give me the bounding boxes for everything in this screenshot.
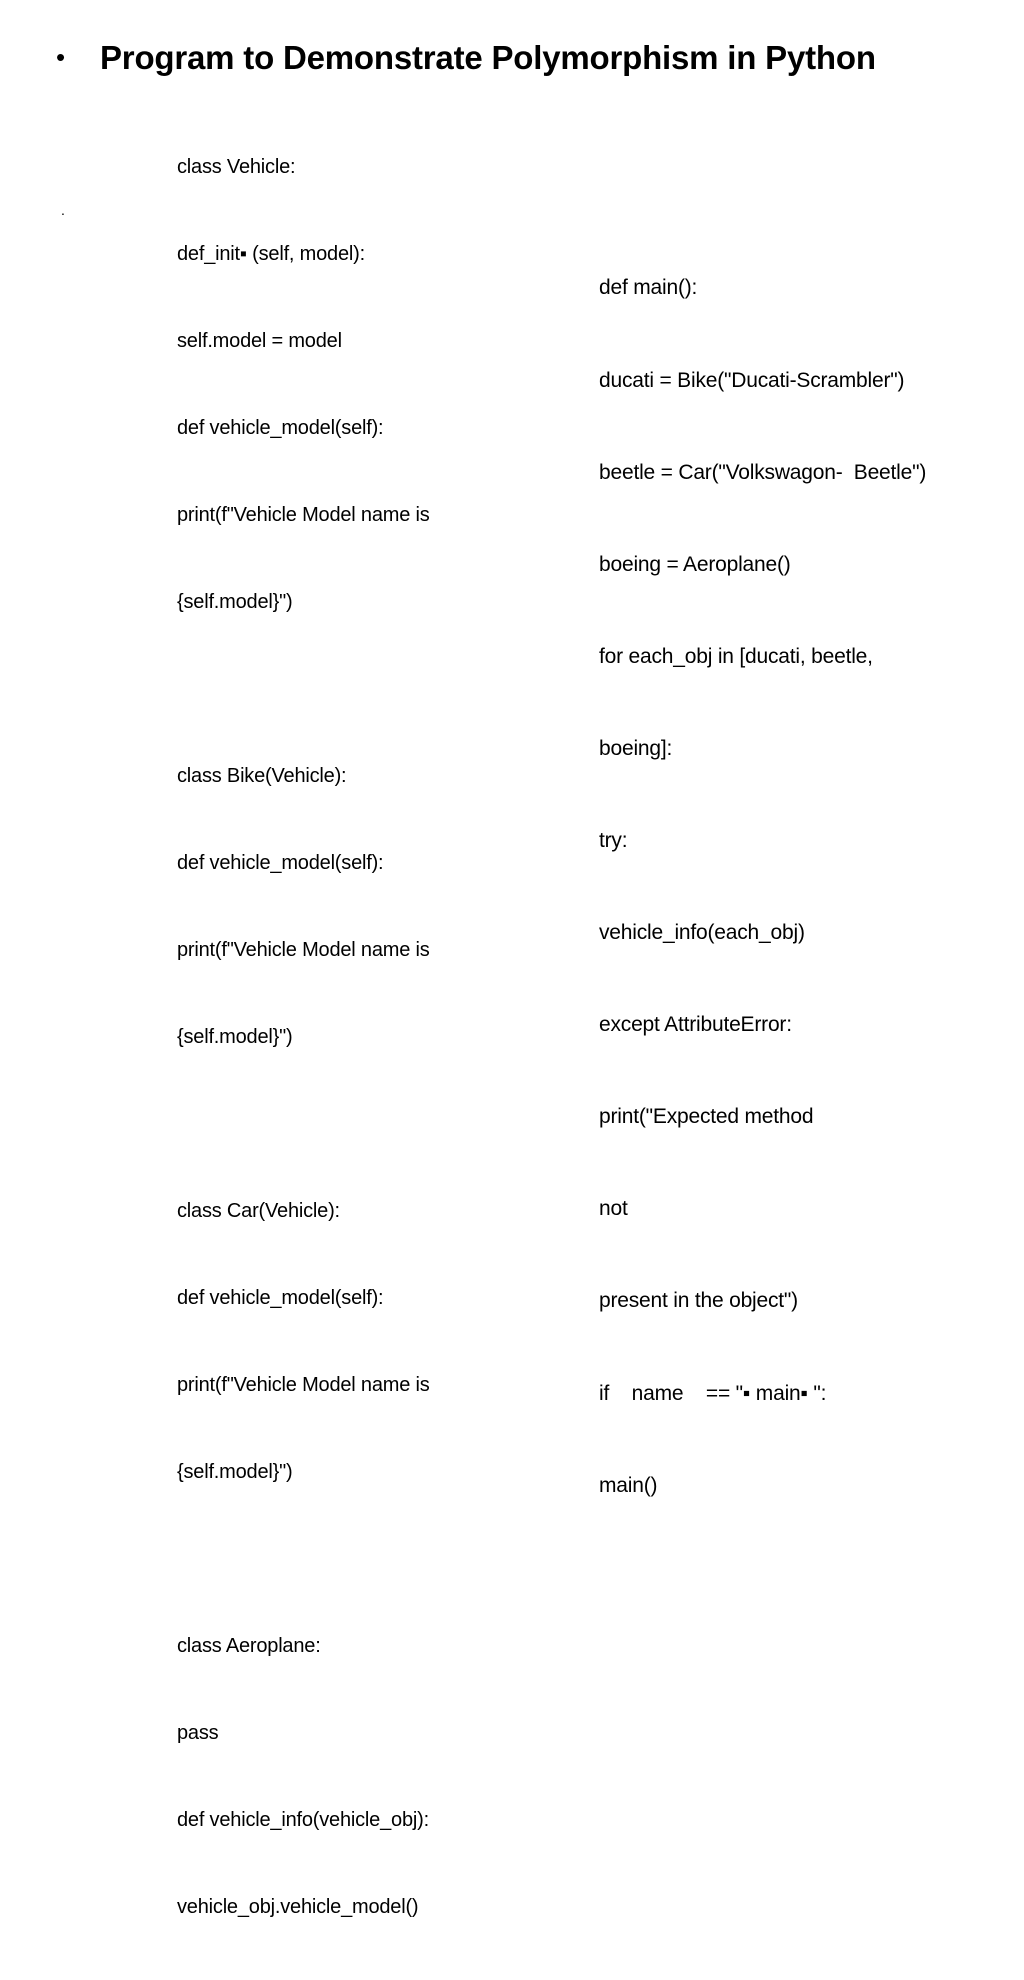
- code-line: def vehicle_model(self):: [177, 417, 384, 439]
- code-line: print(f"Vehicle Model name is: [177, 1374, 430, 1396]
- code-line: class Car(Vehicle):: [177, 1200, 340, 1222]
- code-line: ducati = Bike("Ducati-Scrambler"): [599, 368, 905, 392]
- code-line: def vehicle_info(vehicle_obj):: [177, 1809, 429, 1831]
- code-line: present in the object"): [599, 1289, 798, 1313]
- code-line: except AttributeError:: [599, 1013, 792, 1037]
- left-code-block: [177, 95, 430, 1980]
- bullet-icon: •: [56, 42, 66, 72]
- code-line: for each_obj in [ducati, beetle,: [599, 644, 873, 668]
- stray-mark: .: [61, 202, 65, 218]
- code-line: print("Expected method: [599, 1105, 814, 1129]
- code-line: if name == "▪ main▪ ":: [599, 1381, 827, 1405]
- blank-line: [177, 1110, 430, 1139]
- code-line: self.model = model: [177, 330, 342, 352]
- code-line: boeing]:: [599, 736, 673, 760]
- code-line: print(f"Vehicle Model name is: [177, 504, 430, 526]
- right-code-block: [599, 212, 926, 1563]
- code-line: print(f"Vehicle Model name is: [177, 939, 430, 961]
- code-line: boeing = Aeroplane(): [599, 552, 791, 576]
- code-line: def main():: [599, 276, 698, 300]
- code-line: {self.model}"): [177, 1026, 293, 1048]
- blank-line: [177, 1545, 430, 1574]
- code-line: class Aeroplane:: [177, 1635, 321, 1657]
- code-line: vehicle_obj.vehicle_model(): [177, 1896, 419, 1918]
- code-line: class Bike(Vehicle):: [177, 765, 347, 787]
- code-line: try:: [599, 828, 628, 852]
- code-line: beetle = Car("Volkswagon- Beetle"): [599, 460, 927, 484]
- code-line: vehicle_info(each_obj): [599, 921, 805, 945]
- blank-line: [177, 675, 430, 704]
- slide-title: Program to Demonstrate Polymorphism in Python: [100, 39, 876, 76]
- code-line: class Vehicle:: [177, 156, 296, 178]
- code-line: {self.model}"): [177, 1461, 293, 1483]
- code-line: def vehicle_model(self):: [177, 852, 384, 874]
- code-line: def_init▪ (self, model):: [177, 243, 365, 265]
- code-line: not: [599, 1197, 628, 1221]
- code-line: pass: [177, 1722, 219, 1744]
- code-line: main(): [599, 1473, 658, 1497]
- slide-title-row: [56, 38, 876, 78]
- code-line: def vehicle_model(self):: [177, 1287, 384, 1309]
- code-line: {self.model}"): [177, 591, 293, 613]
